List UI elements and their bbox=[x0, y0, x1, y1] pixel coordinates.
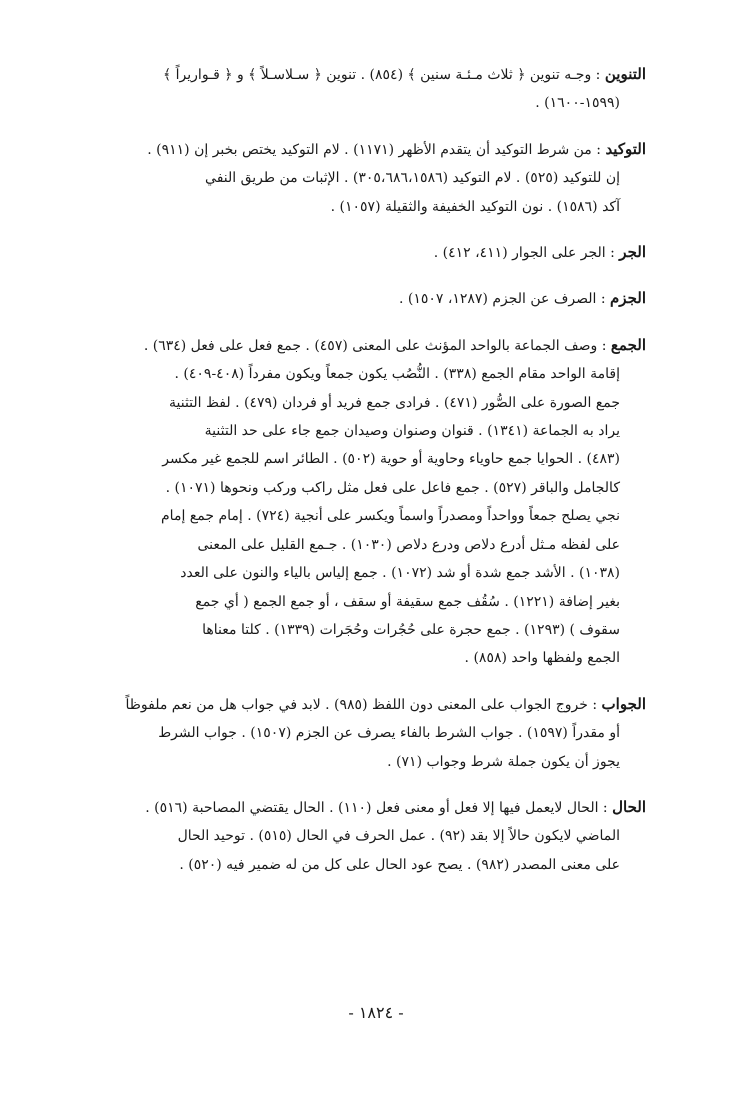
entry-text: أو مقدراً (١٥٩٧) . جواب الشرط بالفاء يصرف عن الجزم (١٥٠٧) . جواب الشرط bbox=[158, 725, 620, 742]
entry-separator: : bbox=[596, 291, 611, 308]
entry-text: الجر على الجوار (٤١١، ٤١٢) . bbox=[433, 245, 606, 262]
entry-line bbox=[74, 531, 646, 559]
entry-line bbox=[74, 389, 646, 417]
entry-text: الجمع ولفظها واحد (٨٥٨) . bbox=[464, 650, 620, 667]
entry-line bbox=[74, 719, 646, 747]
entry-heading: الحال bbox=[612, 797, 646, 816]
entry-heading: الجمع bbox=[610, 335, 646, 354]
entry-text: الحال لايعمل فيها إلا فعل أو معنى فعل (١١٠) . الحال يقتضي المصاحبة (٥١٦) . bbox=[145, 799, 599, 816]
entry-line bbox=[74, 445, 646, 473]
entry-line bbox=[74, 284, 646, 313]
entry-heading: التوكيد bbox=[605, 139, 646, 158]
entry-line bbox=[74, 474, 646, 502]
entry-separator: : bbox=[591, 67, 605, 83]
index-entry bbox=[74, 793, 646, 879]
entry-text: يجوز أن يكون جملة شرط وجواب (٧١) . bbox=[387, 753, 620, 770]
entry-text: يراد به الجماعة (١٣٤١) . قنوان وصنوان وصيدان جمع جاء على حد التثنية bbox=[204, 423, 620, 440]
entry-line bbox=[74, 193, 646, 221]
entry-text: إقامة الواحد مقام الجمع (٣٣٨) . النُّصُب يكون جمعاً ويكون مفرداً (٤٠٨-٤٠٩) . bbox=[174, 366, 620, 383]
entry-line bbox=[74, 135, 646, 164]
entry-text: نجي يصلح جمعاً وواحداً ومصدراً واسماً ويكسر على أنجية (٧٢٤) . إمام جمع إمام bbox=[161, 508, 620, 525]
entry-separator: : bbox=[591, 141, 606, 158]
entry-line bbox=[74, 559, 646, 587]
entry-heading: الجر bbox=[619, 243, 646, 262]
entry-text: (٤٨٣) . الحوايا جمع حاوياء وحاوية أو حوية (٥٠٢) . الطائر اسم للجمع غير مكسر bbox=[162, 451, 620, 468]
index-entry bbox=[74, 284, 646, 313]
entry-text: من شرط التوكيد أن يتقدم الأظهر (١١٧١) . لام التوكيد يختص بخبر إن (٩١١) . bbox=[147, 141, 592, 158]
entry-text: وجـه تنوين ﴿ ثلاث مـئـة سنين ﴾ (٨٥٤) . تنوين ﴿ سـلاسـلاً ﴾ و ﴿ قـواريراً ﴾ bbox=[163, 67, 592, 83]
entry-line bbox=[74, 331, 646, 360]
entry-text: كالجامل والباقر (٥٢٧) . جمع فاعل على فعل مثل راكب وركب ونحوها (١٠٧١) . bbox=[165, 479, 620, 496]
entry-line bbox=[74, 238, 646, 267]
entry-text: (١٥٩٩-١٦٠٠) . bbox=[535, 95, 620, 112]
entry-line bbox=[74, 60, 646, 89]
index-entry bbox=[74, 331, 646, 673]
entry-text: خروج الجواب على المعنى دون اللفظ (٩٨٥) . لابد في جواب هل من نعم ملفوظاً bbox=[125, 696, 588, 713]
entry-text: آكد (١٥٨٦) . نون التوكيد الخفيفة والثقيلة (١٠٥٧) . bbox=[330, 198, 620, 215]
entry-line bbox=[74, 164, 646, 192]
entry-line bbox=[74, 502, 646, 530]
entry-text: جمع الصورة على الصُّور (٤٧١) . فرادى جمع فريد أو فردان (٤٧٩) . لفظ التثنية bbox=[169, 394, 620, 411]
entry-separator: : bbox=[587, 696, 602, 713]
index-entry bbox=[74, 135, 646, 221]
entry-line bbox=[74, 793, 646, 822]
entry-text: سقوف ) (١٢٩٣) . جمع حجرة على حُجُرات وحُجَرات (١٣٣٩) . كلتا معناها bbox=[202, 621, 620, 638]
entry-line bbox=[74, 690, 646, 719]
page-number: - ١٨٢٤ - bbox=[348, 1003, 404, 1022]
index-entry bbox=[74, 60, 646, 118]
entry-line bbox=[74, 616, 646, 644]
index-entry bbox=[74, 690, 646, 776]
entry-line bbox=[74, 360, 646, 388]
entry-text: على معنى المصدر (٩٨٢) . يصح عود الحال على كل من له ضمير فيه (٥٢٠) . bbox=[179, 856, 620, 873]
entry-line bbox=[74, 851, 646, 879]
entry-text: بغير إضافة (١٢٢١) . سُقُف جمع سقيفة أو سقف ، أو جمع الجمع ( أي جمع bbox=[195, 593, 620, 610]
index-page bbox=[74, 60, 646, 896]
entry-line bbox=[74, 644, 646, 672]
entry-text: على لفظه مـثل أدرع دلاص ودرع دلاص (١٠٣٠) . جـمع القليل على المعنى bbox=[197, 536, 620, 553]
entry-line bbox=[74, 588, 646, 616]
entry-text: إن للتوكيد (٥٢٥) . لام التوكيد (٣٠٥،٦٨٦،١٥٨٦) . الإثبات من طريق النفي bbox=[205, 170, 620, 187]
entry-separator: : bbox=[605, 245, 620, 262]
entry-line bbox=[74, 822, 646, 850]
entry-line bbox=[74, 89, 646, 117]
entry-line bbox=[74, 748, 646, 776]
entry-separator: : bbox=[598, 799, 613, 816]
entry-separator: : bbox=[597, 337, 611, 354]
entry-heading: الجواب bbox=[601, 694, 646, 713]
entry-line bbox=[74, 417, 646, 445]
entry-text: الصرف عن الجزم (١٢٨٧، ١٥٠٧) . bbox=[398, 291, 597, 308]
entry-text: الماضي لايكون حالاً إلا بقد (٩٢) . عمل الحرف في الحال (٥١٥) . توحيد الحال bbox=[177, 828, 620, 845]
entry-heading: الجزم bbox=[610, 289, 646, 308]
entry-heading: التنوين bbox=[604, 65, 646, 83]
entry-text: (١٠٣٨) . الأشد جمع شدة أو شد (١٠٧٢) . جمع إلياس بالياء والنون على العدد bbox=[180, 565, 620, 582]
entry-text: وصف الجماعة بالواحد المؤنث على المعنى (٤٥٧) . جمع فعل على فعل (٦٣٤) . bbox=[143, 337, 598, 354]
index-entry bbox=[74, 238, 646, 267]
